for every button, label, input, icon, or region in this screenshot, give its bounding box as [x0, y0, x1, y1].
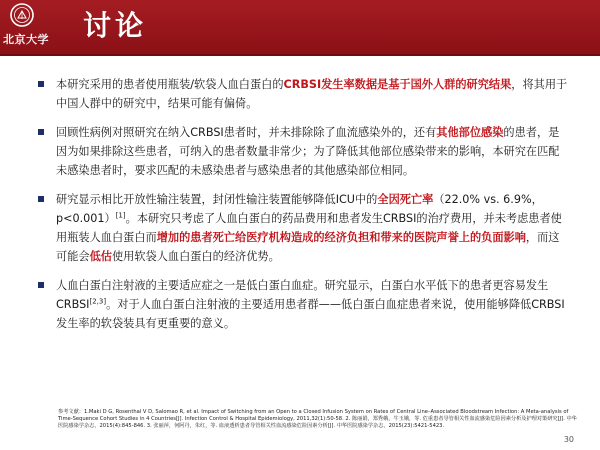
highlight-text: 低估 — [89, 250, 112, 263]
bullet-text: 。对于人血白蛋白注射液的主要适用患者群——低白蛋白血症患者来说，使用能够降低CRBSI发生率的软袋装具有更重要的意义。 — [56, 298, 565, 330]
slide-title: 讨论 — [83, 9, 148, 42]
highlight-text: CRBSI发生率数据是基于国外人群的研究结果 — [283, 78, 512, 91]
highlight-text: 其他部位感染 — [436, 126, 504, 139]
square-bullet-icon — [38, 282, 44, 288]
references: 参考文献：1.Maki D G, Rosenthal V D, Salomao R, et al. Impact of Switching from an Open to a Closed Infusion System on Rates of Central Line–Associated Bloodstream Infection: A Meta-analysis of Time-Sequence Cohort Studies in 4 Countries[J]. Infection Control & Hospital Epidemiology, 2011,32(1):50-58. 2. 陈丽娟，郑秀娥，牛玉娥，等. 危重患者导管相关性血流感染危险因素分析及护理对策研究[J]. 中华医院感染学杂志，2015(4):845-846. 3. 张丽萍，何阿丹，朱红，等. 血液透析患者导管相关性血流感染危险因素分析[J]. 中华医院感染学杂志，2015(23):5421-5423. — [58, 409, 577, 429]
peking-university-seal-icon — [10, 3, 34, 27]
bullet-text: 本研究采用的患者使用瓶装/软袋人血白蛋白的 — [56, 78, 284, 91]
bullet-text: 人血白蛋白注射液的主要适应症之一是低白蛋白血症。研究显示，白蛋白水平低下的患者更容易发生CRBSI — [56, 279, 549, 311]
header-divider — [0, 54, 600, 56]
bullet-list — [38, 75, 570, 343]
bullet-item — [38, 276, 570, 333]
bullet-item — [38, 123, 570, 180]
square-bullet-icon — [38, 81, 44, 87]
bullet-text: ，而这可能会 — [56, 231, 560, 263]
header-bar — [0, 0, 600, 54]
bullet-text: 回顾性病例对照研究在纳入CRBSI患者时，并未排除除了血流感染外的，还有 — [56, 126, 437, 139]
citation-mark: [1] — [115, 211, 126, 220]
square-bullet-icon — [38, 196, 44, 202]
bullet-text: ，将其用于中国人群中的研究中，结果可能有偏倚。 — [56, 78, 568, 110]
bullet-item — [38, 75, 570, 113]
bullet-item — [38, 190, 570, 266]
logo-text: 北京大学 — [3, 33, 49, 46]
page-number: 30 — [563, 435, 574, 444]
citation-mark: [2,3] — [89, 297, 107, 306]
highlight-text: 全因死亡率 — [377, 193, 434, 206]
bullet-text: （22.0% vs. 6.9%，p<0.001） — [56, 193, 543, 225]
bullet-text: 。本研究只考虑了人血白蛋白的药品费用和患者发生CRBSI的治疗费用，并未考虑患者使用瓶装人血白蛋白而 — [56, 212, 562, 244]
bullet-text: 使用软袋人血白蛋白的经济优势。 — [111, 250, 280, 263]
highlight-text: 增加的患者死亡给医疗机构造成的经济负担和带来的医院声誉上的负面影响 — [156, 231, 526, 244]
bullet-text: 研究显示相比开放性输注装置，封闭性输注装置能够降低ICU中的 — [56, 193, 378, 206]
square-bullet-icon — [38, 129, 44, 135]
bullet-text: 的患者，是因为如果排除这些患者，可纳入的患者数量非常少；为了降低其他部位感染带来的影响，本研究在匹配未感染患者时，要求匹配的未感染患者与感染患者的其他感染部位相同。 — [56, 126, 560, 177]
